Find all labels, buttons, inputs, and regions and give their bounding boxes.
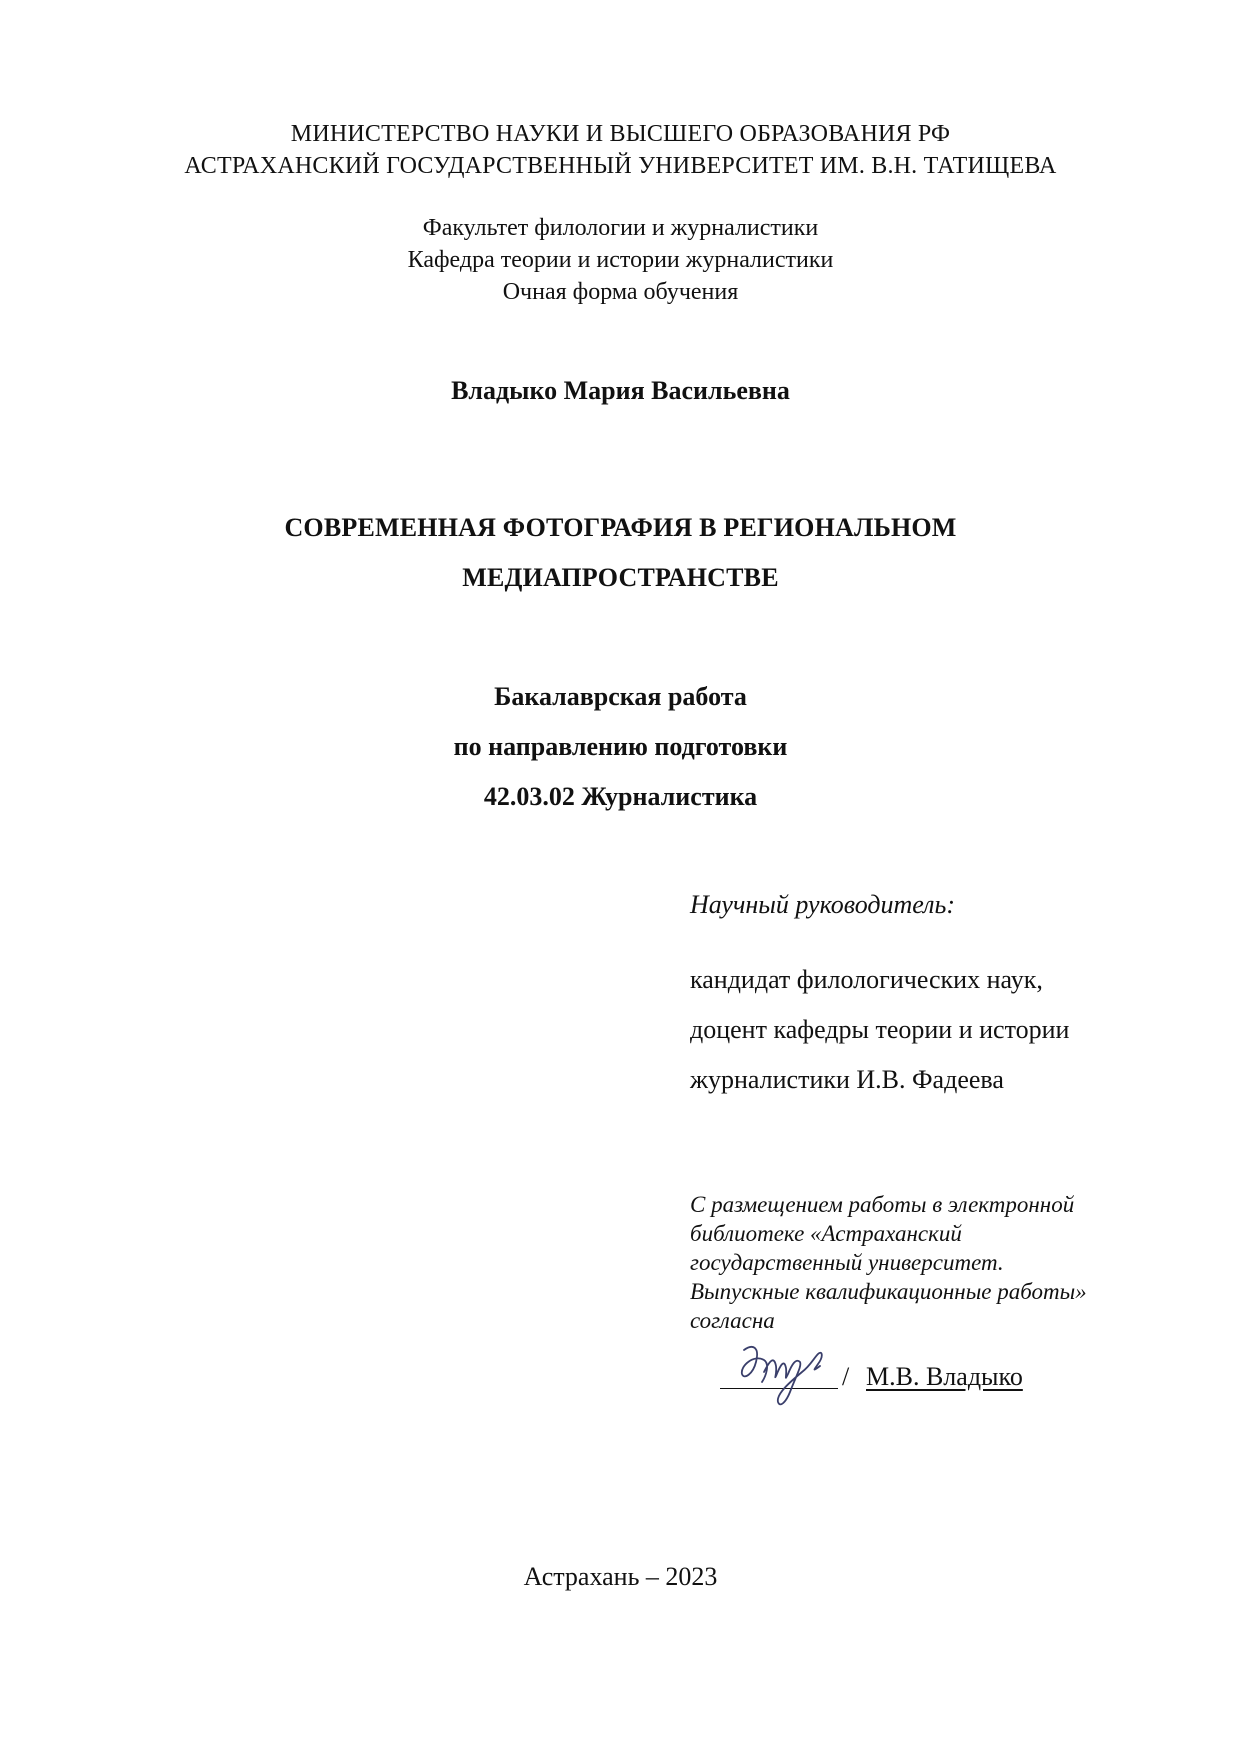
direction-line: по направлению подготовки: [453, 732, 788, 761]
thesis-title-line: СОВРЕМЕННАЯ ФОТОГРАФИЯ В РЕГИОНАЛЬНОМ: [284, 513, 957, 542]
study-form-line: Очная форма обучения: [502, 279, 739, 305]
department-line: Кафедра теории и истории журналистики: [407, 247, 834, 273]
consent-line: Выпускные квалификационные работы»: [690, 1279, 1087, 1304]
ministry-line: МИНИСТЕРСТВО НАУКИ И ВЫСШЕГО ОБРАЗОВАНИЯ РФ: [290, 121, 951, 147]
university-line: АСТРАХАНСКИЙ ГОСУДАРСТВЕННЫЙ УНИВЕРСИТЕТ ИМ. В.Н. ТАТИЩЕВА: [184, 153, 1057, 179]
city-year: Астрахань – 2023: [523, 1562, 718, 1591]
faculty-line: Факультет филологии и журналистики: [422, 215, 819, 241]
handwritten-signature-icon: [730, 1332, 840, 1412]
ministry-header: [0, 118, 1241, 182]
faculty-block: [0, 212, 1241, 308]
supervisor-label: Научный руководитель:: [690, 890, 956, 919]
work-type-line: Бакалаврская работа: [494, 682, 747, 711]
thesis-title-line: МЕДИАПРОСТРАНСТВЕ: [462, 563, 779, 592]
author-name: Владыко Мария Васильевна: [451, 376, 790, 405]
consent-line: государственный университет.: [690, 1250, 1004, 1275]
signature-separator: /: [842, 1362, 850, 1391]
consent-line: С размещением работы в электронной: [690, 1192, 1075, 1217]
thesis-title: [0, 503, 1241, 603]
specialty-code-line: 42.03.02 Журналистика: [483, 782, 758, 811]
signature-row: [690, 1338, 1110, 1438]
consent-line: библиотеке «Астраханский: [690, 1221, 962, 1246]
supervisor-line: доцент кафедры теории и истории: [690, 1015, 1070, 1044]
work-type-block: [0, 672, 1241, 822]
consent-line: согласна: [690, 1308, 775, 1333]
consent-statement: [690, 1190, 1087, 1335]
supervisor-info: [690, 955, 1069, 1105]
supervisor-line: журналистики И.В. Фадеева: [690, 1065, 1004, 1094]
signer-name: М.В. Владыко: [866, 1362, 1023, 1391]
supervisor-line: кандидат филологических наук,: [690, 965, 1043, 994]
